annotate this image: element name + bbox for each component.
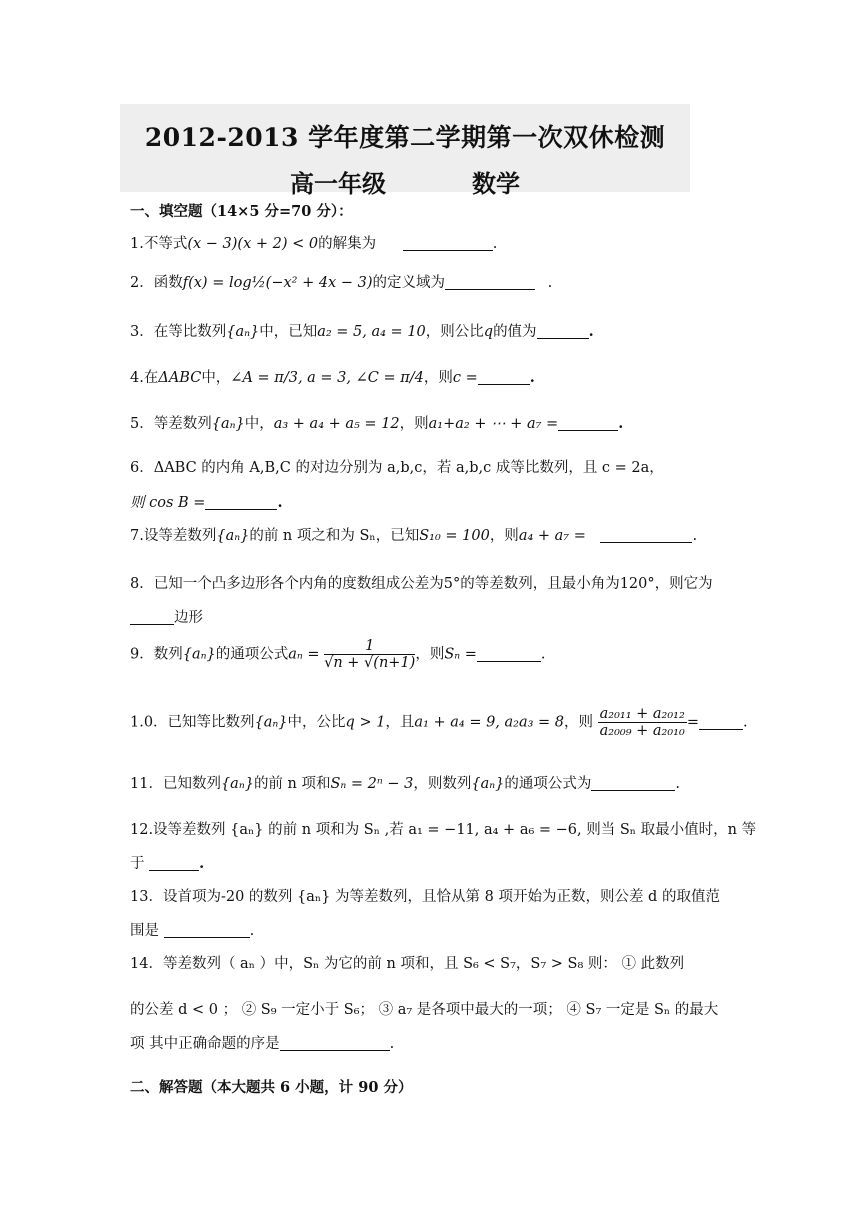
q9-suffix: ，则 xyxy=(415,646,445,663)
q10-seq: {aₙ} xyxy=(254,714,288,731)
q9-num: 1 xyxy=(324,638,415,655)
q11-mid: 的前 n 项和 xyxy=(253,776,331,792)
question-8-line1: 8．已知一个凸多边形各个内角的度数组成公差为5°的等差数列，且最小角为120°，则它为 xyxy=(130,576,713,592)
q10-suffix: ，则 xyxy=(564,714,594,731)
q2-answer-blank[interactable] xyxy=(445,274,535,290)
q7-seq: {aₙ} xyxy=(216,528,250,544)
question-14-line2: 的公差 d < 0 ； ② S₉ 一定小于 S₆； ③ a₇ 是各项中最大的一项； ④ S₇ 一定是 Sₙ 的最大 xyxy=(130,1002,719,1018)
q7-mid: 的前 n 项之和为 Sₙ，已知 xyxy=(249,528,420,544)
q1-expr: (x − 3)(x + 2) < 0 xyxy=(187,236,319,252)
q4-prefix: 4.在 xyxy=(130,370,159,386)
q1-suffix: 的解集为 xyxy=(318,236,377,252)
q12-answer-blank[interactable] xyxy=(149,855,199,871)
question-1: 1.不等式(x − 3)(x + 2) < 0的解集为 . xyxy=(130,236,498,252)
q4-cond: ΔABC xyxy=(158,370,202,386)
q10-cond2: a₁ + a₄ = 9, a₂a₃ = 8 xyxy=(414,714,565,731)
subject-label: 数学 xyxy=(472,169,520,198)
q4-expr: ∠A = π/3, a = 3, ∠C = π/4 xyxy=(230,370,424,386)
grade-label: 高一年级 xyxy=(290,169,386,198)
q3-prefix: 3．在等比数列 xyxy=(130,324,227,340)
section1-heading: 一、填空题（14×5 分=70 分）： xyxy=(130,203,353,220)
q14-answer-blank[interactable] xyxy=(280,1035,390,1051)
q5-suffix: ，则 xyxy=(399,416,429,432)
q7-suffix: ，则 xyxy=(489,528,519,544)
q5-prefix: 5．等差数列 xyxy=(130,416,212,432)
q14-line3: 项 其中正确命题的序是 xyxy=(130,1036,280,1052)
q9-prefix: 9．数列 xyxy=(130,646,183,663)
q10-eq: = xyxy=(686,714,699,731)
q10-prefix: 1.0．已知等比数列 xyxy=(130,714,255,731)
q9-seq: {aₙ} xyxy=(182,646,216,663)
question-8-line2 xyxy=(130,606,203,627)
question-11: 11．已知数列{aₙ}的前 n 项和Sₙ = 2ⁿ − 3，则数列{aₙ}的通项公式为 . xyxy=(130,776,680,792)
q5-mid: 中， xyxy=(244,416,274,432)
q9-ask: Sₙ = xyxy=(444,646,477,663)
q10-num: a₂₀₁₁ + a₂₀₁₂ xyxy=(599,706,685,722)
q3-seq: {aₙ} xyxy=(226,324,260,340)
q3-end: 的值为 xyxy=(493,324,537,340)
question-10: 1.0．已知等比数列{aₙ}中，公比q > 1，且a₁ + a₄ = 9, a₂a₃ = 8，则 $\frac{\text{a₂₀₁₁ + a₂₀₁₂}}{\text{a₂₀₀₉ + a₂₀₁₀}}$ = . xyxy=(130,706,748,739)
question-12-line1: 12.设等差数列 {aₙ} 的前 n 项和为 Sₙ ,若 a₁ = −11, a₄ + a₆ = −6, 则当 Sₙ 取最小值时，n 等 xyxy=(130,822,757,838)
question-14-line3: 项 其中正确命题的序是 . xyxy=(130,1036,395,1052)
q9-answer-blank[interactable] xyxy=(477,646,541,662)
question-14-line1: 14．等差数列（ aₙ ）中，Sₙ 为它的前 n 项和，且 S₆ < S₇，S₇ > S₈ 则： ① 此数列 xyxy=(130,956,685,972)
q11-seq2: {aₙ} xyxy=(471,776,505,792)
q9-fraction xyxy=(324,638,415,671)
q5-ask: a₁+a₂ + ⋯ + a₇ = xyxy=(428,416,559,432)
question-3: 3．在等比数列{aₙ}中，已知a₂ = 5, a₄ = 10，则公比q的值为 . xyxy=(130,323,594,340)
question-6-line1 xyxy=(130,456,664,477)
q7-ask: a₄ + a₇ = xyxy=(518,528,586,544)
q1-answer-blank[interactable] xyxy=(403,235,493,251)
q11-prefix: 11．已知数列 xyxy=(130,776,221,792)
q10-answer-blank[interactable] xyxy=(699,714,743,730)
q11-suffix: ，则数列 xyxy=(413,776,472,792)
exam-title: 2012-2013 学年度第二学期第一次双休检测 xyxy=(144,123,666,152)
q3-var: q xyxy=(483,324,494,340)
q6-line1: ΔABC 的内角 A,B,C 的对边分别为 a,b,c，若 a,b,c 成等比数列，且 c = 2a， xyxy=(153,460,664,476)
section2-heading: 二、解答题（本大题共 6 小题，计 90 分） xyxy=(130,1079,413,1096)
q10-den: a₂₀₀₉ + a₂₀₁₀ xyxy=(599,723,685,739)
q3-cond: a₂ = 5, a₄ = 10 xyxy=(317,324,426,340)
q8-answer-blank[interactable] xyxy=(130,609,174,625)
question-6-line2: 则 cos B = . xyxy=(130,494,283,511)
q6-answer-blank[interactable] xyxy=(205,494,277,510)
q1-prefix: 1.不等式 xyxy=(130,236,188,252)
question-12-line2: 于 . xyxy=(130,855,205,872)
question-9: 9．数列{aₙ}的通项公式aₙ = $\frac{1}{√n + √(n+1)}$ ，则Sₙ = . xyxy=(130,638,546,671)
q11-end: 的通项公式为 xyxy=(504,776,592,792)
question-5: 5．等差数列{aₙ}中，a₃ + a₄ + a₅ = 12，则a₁+a₂ + ⋯ + a₇ = . xyxy=(130,415,624,432)
q10-mid: 中，公比 xyxy=(287,714,346,731)
question-13-line2: 围是 . xyxy=(130,923,255,939)
q5-answer-blank[interactable] xyxy=(558,415,618,431)
q3-suffix: ，则公比 xyxy=(425,324,484,340)
q13-answer-blank[interactable] xyxy=(164,922,250,938)
q3-mid: 中，已知 xyxy=(259,324,318,340)
q12-line2: 于 xyxy=(130,856,145,872)
q6-prefix: 6． xyxy=(130,460,154,476)
q9-mid: 的通项公式 xyxy=(215,646,289,663)
question-7: 7.设等差数列{aₙ}的前 n 项之和为 Sₙ，已知S₁₀ = 100，则a₄ + a₇ = . xyxy=(130,528,698,544)
question-2: 2．函数f(x) = log½(−x² + 4x − 3)的定义域为 . xyxy=(130,275,553,291)
q9-lhs: aₙ = xyxy=(288,646,320,663)
q9-den: √n + √(n+1) xyxy=(324,655,416,671)
q5-cond: a₃ + a₄ + a₅ = 12 xyxy=(273,416,400,432)
q4-suffix: ，则 xyxy=(423,370,453,386)
q3-answer-blank[interactable] xyxy=(537,323,589,339)
q2-prefix: 2．函数 xyxy=(130,275,183,291)
q5-seq: {aₙ} xyxy=(211,416,245,432)
q11-cond: Sₙ = 2ⁿ − 3 xyxy=(330,776,414,792)
q6-line2: 则 cos B = xyxy=(130,495,206,511)
q7-cond: S₁₀ = 100 xyxy=(419,528,490,544)
q4-mid: 中， xyxy=(201,370,231,386)
q10-fraction xyxy=(598,706,687,739)
question-4: 4.在ΔABC中，∠A = π/3, a = 3, ∠C = π/4，则c = . xyxy=(130,369,535,386)
q10-mid2: ，且 xyxy=(385,714,415,731)
q2-expr: f(x) = log½(−x² + 4x − 3) xyxy=(182,275,373,291)
q8-line2: 边形 xyxy=(174,610,203,626)
q7-prefix: 7.设等差数列 xyxy=(130,528,217,544)
question-13-line1: 13．设首项为-20 的数列 {aₙ} 为等差数列，且恰从第 8 项开始为正数，则公差 d 的取值范 xyxy=(130,889,720,905)
q11-answer-blank[interactable] xyxy=(591,775,675,791)
title-band xyxy=(120,104,690,198)
q10-cond1: q > 1 xyxy=(345,714,386,731)
q7-answer-blank[interactable] xyxy=(600,527,692,543)
q13-line2: 围是 xyxy=(130,923,159,939)
q4-ask: c = xyxy=(452,370,478,386)
q2-suffix: 的定义域为 xyxy=(372,275,445,291)
q4-answer-blank[interactable] xyxy=(478,369,530,385)
q11-seq: {aₙ} xyxy=(220,776,254,792)
